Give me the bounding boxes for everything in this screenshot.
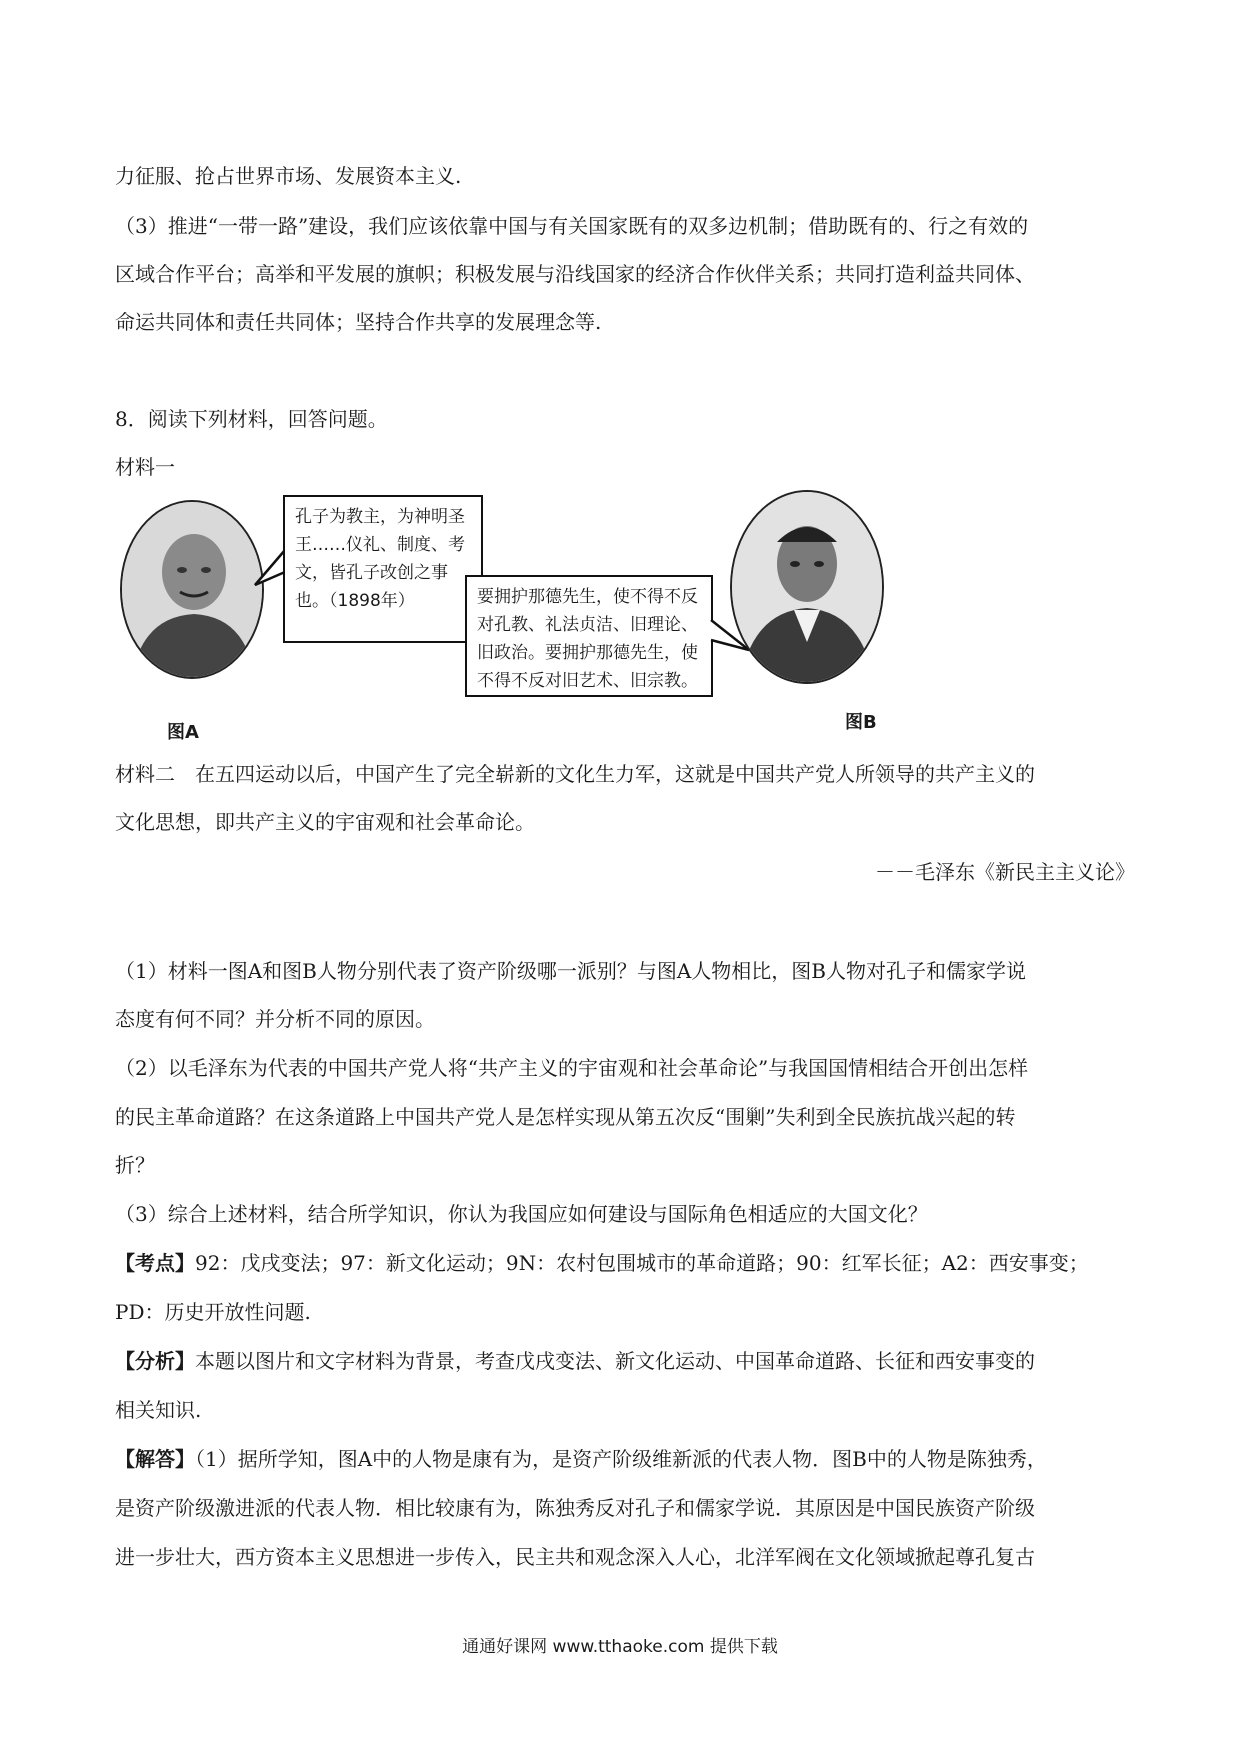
caption-b: 图B [845, 712, 877, 733]
question-title: 8．阅读下列材料，回答问题。 [115, 407, 388, 431]
material1-label: 材料一 [115, 455, 175, 479]
portrait-b [730, 490, 884, 684]
speech-bubble-a: 孔子为教主，为神明圣王……仪礼、制度、考文，皆孔子改创之事也。（1898年） [283, 495, 483, 643]
fenxi-line [115, 1345, 1135, 1377]
question-line: 的民主革命道路？在这条道路上中国共产党人是怎样实现从第五次反“围剿”失利到全民族抗战兴起的转 [115, 1105, 1016, 1129]
question-line: （1）材料一图A和图B人物分别代表了资产阶级哪一派别？与图A人物相比，图B人物对孔子和儒家学说 [115, 959, 1027, 983]
question-line: （2）以毛泽东为代表的中国共产党人将“共产主义的宇宙观和社会革命论”与我国国情相结合开创出怎样 [115, 1056, 1029, 1080]
portrait-a [120, 500, 264, 679]
portrait-a-image [122, 502, 262, 677]
jieda-line: 进一步壮大，西方资本主义思想进一步传入，民主共和观念深入人心，北洋军阀在文化领域掀起尊孔复古 [115, 1545, 1035, 1569]
text-line: （3）推进“一带一路”建设，我们应该依靠中国与有关国家既有的双多边机制；借助既有的、行之有效的 [115, 214, 1029, 238]
question-line: 态度有何不同？并分析不同的原因。 [115, 1007, 435, 1031]
kaodian-line [115, 1247, 1135, 1279]
fenxi-line: 相关知识. [115, 1398, 202, 1422]
material1-figure [115, 490, 1125, 750]
text-line: 区域合作平台；高举和平发展的旗帜；积极发展与沿线国家的经济合作伙伴关系；共同打造利益共同体、 [115, 262, 1035, 286]
kaodian-line: PD：历史开放性问题. [115, 1300, 311, 1324]
jieda-tag: 【解答】 [115, 1447, 195, 1471]
material2-line: 材料二 在五四运动以后，中国产生了完全崭新的文化生力军，这就是中国共产党人所领导的共产主义的 [115, 762, 1035, 786]
jieda-line [115, 1443, 1135, 1475]
question-line: （3）综合上述材料，结合所学知识，你认为我国应如何建设与国际角色相适应的大国文化？ [115, 1202, 928, 1226]
question-line: 折？ [115, 1153, 155, 1177]
bubble-a-tail [255, 550, 285, 590]
caption-a: 图A [167, 722, 199, 743]
text-line: 命运共同体和责任共同体；坚持合作共享的发展理念等. [115, 310, 602, 334]
material2-source: －－毛泽东《新民主主义论》 [875, 860, 1135, 884]
fenxi-tag: 【分析】 [115, 1349, 195, 1373]
text-line: 力征服、抢占世界市场、发展资本主义. [115, 164, 462, 188]
speech-bubble-b: 要拥护那德先生，使不得不反对孔教、礼法贞洁、旧理论、旧政治。要拥护那德先生，使不得不反对旧艺术、旧宗教。 [465, 575, 713, 697]
kaodian-tag: 【考点】 [115, 1251, 195, 1275]
kaodian-text: 92：戊戌变法；97：新文化运动；9N：农村包围城市的革命道路；90：红军长征；A2：西安事变； [195, 1251, 1089, 1275]
material2-line: 文化思想，即共产主义的宇宙观和社会革命论。 [115, 810, 535, 834]
portrait-b-image [732, 492, 882, 682]
fenxi-text: 本题以图片和文字材料为背景，考查戊戌变法、新文化运动、中国革命道路、长征和西安事变的 [195, 1349, 1035, 1373]
jieda-text: （1）据所学知，图A中的人物是康有为，是资产阶级维新派的代表人物．图B中的人物是陈独秀， [195, 1447, 1047, 1471]
page-footer: 通通好课网 www.tthaoke.com 提供下载 [462, 1637, 778, 1657]
jieda-line: 是资产阶级激进派的代表人物．相比较康有为，陈独秀反对孔子和儒家学说．其原因是中国民族资产阶级 [115, 1496, 1035, 1520]
